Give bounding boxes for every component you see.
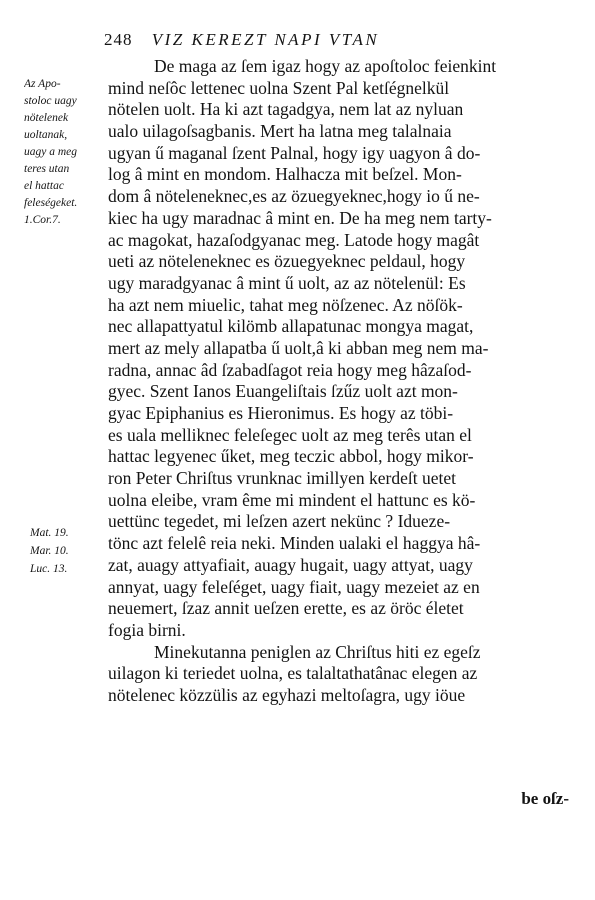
text-line: ugy maradgyanac â mint ű uolt, az az nötelenül: Es (108, 272, 466, 293)
text-line: uilagon ki teriedet uolna, es talaltathatânac elegen az (108, 663, 478, 684)
text-line: hattac legyenec űket, meg teczic abbol, hogy mikor- (108, 446, 474, 467)
text-line: zat, auagy attyafiait, auagy hugait, uagy attyat, uagy (108, 554, 473, 575)
text-line: nec allapattyatul kilömb allapatunac mongya magat, (108, 316, 474, 337)
text-line: uettünc tegedet, mi leſzen azert nekünc ? Idueze- (108, 511, 451, 532)
text-line: ron Peter Chriſtus vrunknac imillyen kerdeſt uetet (108, 468, 456, 489)
text-line: ha azt nem miuelic, tahat meg nöſzenec. Az nöſök- (108, 294, 463, 315)
text-line: tönc azt felelê reia neki. Minden ualaki el haggya hâ- (108, 533, 481, 554)
margin-reference: Mar. 10. (30, 545, 69, 557)
text-line: fogia birni. (108, 619, 186, 640)
text-line: kiec ha ugy maradnac â mint en. De ha meg nem tarty- (108, 207, 492, 228)
margin-note-line: nötelenek (24, 112, 69, 124)
text-line: ualo uilagoſsagbanis. Mert ha latna meg talalnaia (108, 121, 452, 142)
text-line: ueti az nöteleneknec es özuegyeknec peldaul, hogy (108, 251, 466, 272)
text-line: De maga az ſem igaz hogy az apoſtoloc feienkint (154, 56, 497, 76)
text-line: annyat, uagy feleſéget, uagy fiait, uagy mezeiet az en (108, 576, 480, 597)
text-line: es uala melliknec feleſegec uolt az meg terês utan el (108, 424, 472, 445)
text-line: nötelen uolt. Ha ki azt tagadgya, nem lat az nyluan (108, 99, 464, 120)
page-number: 248 (104, 30, 133, 49)
text-line: radna, annac âd ſzabadſagot reia hogy meg hâzaſod- (108, 359, 472, 380)
margin-note-line: Az Apo- (24, 78, 61, 90)
text-line: mind neſôc lettenec uolna Szent Pal ketſégnelkül (108, 77, 450, 98)
text-line: Minekutanna peniglen az Chriſtus hiti ez egeſz (154, 641, 481, 662)
margin-note-line: teres utan (24, 163, 70, 175)
margin-reference: Luc. 13. (30, 563, 68, 575)
text-line: mert az mely allapatba ű uolt,â ki abban meg nem ma- (108, 337, 489, 358)
text-line: nötelenec közzülis az egyhazi meltoſagra, ugy iöue (108, 684, 466, 705)
text-line: uolna eleibe, vram ême mi mindent el hattunc es kö- (108, 489, 476, 510)
margin-references (30, 524, 102, 578)
text-line: ac magokat, hazaſodgyanac meg. Latode hogy magât (108, 229, 480, 250)
text-line: dom â nöteleneknec,es az özuegyeknec,hogy io ű ne- (108, 186, 480, 207)
body-text (108, 56, 571, 707)
margin-note-line: 1.Cor.7. (24, 214, 61, 226)
text-line: neuemert, ſzaz annit ueſzen erette, es az öröc életet (108, 598, 464, 619)
margin-reference: Mat. 19. (30, 527, 69, 539)
margin-note-line: uagy a meg (24, 146, 78, 158)
margin-notes (24, 76, 100, 229)
catchword: be oſz- (521, 789, 569, 808)
page-header (104, 29, 574, 51)
margin-note-line: uoltanak, (24, 129, 68, 141)
margin-note-line: el hattac (24, 180, 64, 192)
text-line: log â mint en mondom. Halhacza mit beſzel. Mon- (108, 164, 462, 185)
running-head: VIZ KEREZT NAPI VTAN (151, 30, 380, 49)
margin-note-line: feleségeket. (24, 197, 78, 209)
margin-note-line: stoloc uagy (24, 95, 77, 107)
text-line: gyac Epiphanius es Hieronimus. Es hogy az töbi- (108, 403, 454, 423)
text-line: gyec. Szent Ianos Euangeliſtais ſzűz uolt azt mon- (108, 381, 458, 402)
text-line: ugyan ű maganal ſzent Palnal, hogy igy uagyon â do- (108, 142, 481, 163)
